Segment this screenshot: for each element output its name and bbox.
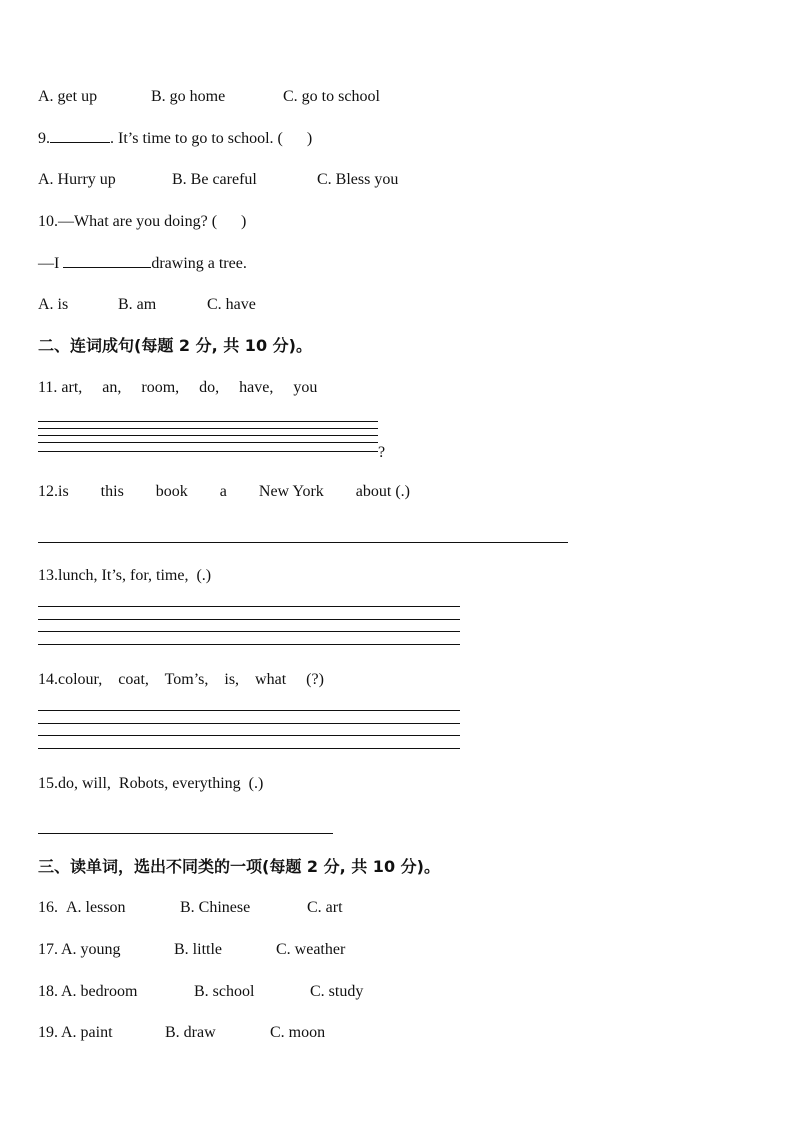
q10-response-prefix: —I xyxy=(38,255,64,272)
section-2-heading: 二、连词成句(每题 2 分, 共 10 分)。 xyxy=(38,336,312,355)
q10-response-suffix: drawing a tree. xyxy=(151,255,247,272)
q10-option-a: A. is xyxy=(38,296,69,313)
q14-answer-line-3[interactable] xyxy=(38,735,460,736)
q15-words: 15.do, will, Robots, everything (.) xyxy=(38,775,264,792)
q19-option-c: C. moon xyxy=(270,1024,326,1041)
q10-answer-blank[interactable] xyxy=(63,267,151,268)
q16-option-a: A. lesson xyxy=(66,899,126,916)
q17-option-a: A. young xyxy=(61,941,121,958)
q11-answer-line-1[interactable] xyxy=(38,421,378,422)
q9-answer-blank[interactable] xyxy=(50,142,110,143)
q16-option-c: C. art xyxy=(307,899,343,916)
q9-option-b: B. Be careful xyxy=(172,171,257,188)
q13-words: 13.lunch, It’s, for, time, (.) xyxy=(38,567,212,584)
q11-answer-line-3[interactable] xyxy=(38,435,378,436)
q14-answer-line-4[interactable] xyxy=(38,748,460,749)
q17-option-b: B. little xyxy=(174,941,222,958)
q11-answer-line-5[interactable] xyxy=(38,451,378,452)
q8-option-a: A. get up xyxy=(38,88,98,105)
q13-answer-line-2[interactable] xyxy=(38,619,460,620)
q14-answer-line-1[interactable] xyxy=(38,710,460,711)
q17-option-c: C. weather xyxy=(276,941,346,958)
q18-option-b: B. school xyxy=(194,983,255,1000)
section-3-heading: 三、读单词，选出不同类的一项(每题 2 分, 共 10 分)。 xyxy=(38,857,440,876)
q19-option-a: A. paint xyxy=(61,1024,113,1041)
q19-number: 19. xyxy=(38,1024,58,1041)
q12-answer-line[interactable] xyxy=(38,542,568,543)
q10-option-b: B. am xyxy=(118,296,157,313)
q14-words: 14.colour, coat, Tom’s, is, what (?) xyxy=(38,671,324,688)
q9-number: 9. xyxy=(38,130,50,147)
q14-answer-line-2[interactable] xyxy=(38,723,460,724)
q10-response xyxy=(38,254,247,274)
q11-answer-line-2[interactable] xyxy=(38,428,378,429)
q11-words: 11. art, an, room, do, have, you xyxy=(38,379,318,396)
q9-text: . It’s time to go to school. ( ) xyxy=(110,130,313,147)
q10-question: 10.—What are you doing? ( ) xyxy=(38,213,247,230)
q16-number: 16. xyxy=(38,899,58,916)
q8-option-b: B. go home xyxy=(151,88,226,105)
q17-number: 17. xyxy=(38,941,58,958)
q11-answer-line-4[interactable] xyxy=(38,442,378,443)
q9-option-c: C. Bless you xyxy=(317,171,399,188)
q9-option-a: A. Hurry up xyxy=(38,171,116,188)
q10-option-c: C. have xyxy=(207,296,256,313)
q12-words: 12.is this book a New York about (.) xyxy=(38,483,410,500)
q11-end-mark: ? xyxy=(378,444,386,461)
q13-answer-line-4[interactable] xyxy=(38,644,460,645)
q16-option-b: B. Chinese xyxy=(180,899,251,916)
q19-option-b: B. draw xyxy=(165,1024,216,1041)
q9-question xyxy=(38,129,312,149)
q13-answer-line-3[interactable] xyxy=(38,631,460,632)
q18-option-a: A. bedroom xyxy=(61,983,138,1000)
q13-answer-line-1[interactable] xyxy=(38,606,460,607)
q18-option-c: C. study xyxy=(310,983,364,1000)
q15-answer-line[interactable] xyxy=(38,833,333,834)
q18-number: 18. xyxy=(38,983,58,1000)
q8-option-c: C. go to school xyxy=(283,88,380,105)
